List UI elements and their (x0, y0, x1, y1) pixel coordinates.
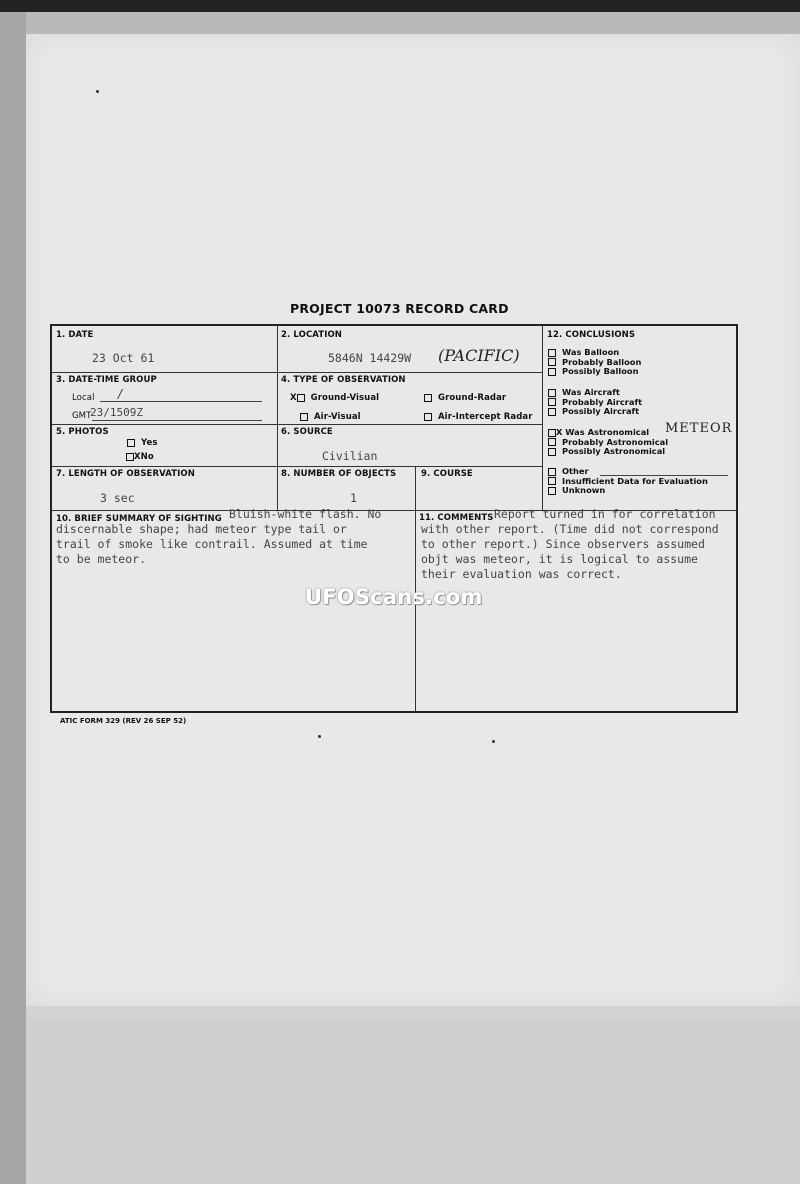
option-text: Air-Intercept Radar (438, 412, 533, 422)
conclusion-text: Was Astronomical (565, 427, 650, 437)
summary-line: discernable shape; had meteor type tail or (56, 522, 347, 536)
summary-text (56, 522, 368, 567)
checkbox (297, 394, 305, 402)
checkbox-mark: X (134, 452, 141, 462)
date-label: 1. DATE (56, 330, 94, 340)
gmt-line (92, 420, 262, 421)
checkbox (548, 368, 556, 376)
scan-top-edge (0, 0, 800, 12)
obs-ground-visual (290, 393, 379, 403)
checkbox (424, 413, 432, 421)
checkbox (548, 358, 556, 366)
location-value: 5846N 14429W (328, 351, 412, 365)
conclusion-text: Possibly Astronomical (562, 446, 666, 456)
comments-line: their evaluation was correct. (421, 567, 622, 581)
option-text: Air-Visual (314, 412, 361, 422)
photos-yes (127, 438, 158, 448)
date-value: 23 Oct 61 (92, 351, 155, 365)
photos-label: 5. PHOTOS (56, 427, 109, 437)
type-of-observation-label: 4. TYPE OF OBSERVATION (281, 375, 406, 385)
number-of-objects-label: 8. NUMBER OF OBJECTS (281, 469, 397, 479)
conclusion-text: Probably Balloon (562, 356, 642, 367)
conclusions-balloon (548, 348, 641, 377)
conclusion-text: Possibly Balloon (562, 366, 639, 376)
length-value: 3 sec (100, 491, 135, 505)
checkbox-mark: X (290, 393, 297, 403)
card-title: PROJECT 10073 RECORD CARD (290, 301, 509, 316)
checkbox (548, 477, 556, 485)
length-label: 7. LENGTH OF OBSERVATION (56, 469, 195, 479)
checkbox (548, 349, 556, 357)
date-time-group-label: 3. DATE-TIME GROUP (56, 375, 157, 385)
conclusions-aircraft (548, 388, 642, 417)
form-footer: ATIC FORM 329 (REV 26 SEP 52) (60, 717, 187, 725)
checkbox-mark: X (556, 427, 563, 437)
number-of-objects-value: 1 (350, 491, 357, 505)
checkbox (127, 439, 135, 447)
comments-line: objt was meteor, it is logical to assume (421, 552, 698, 566)
option-text: Ground-Visual (310, 393, 380, 403)
gmt-label: GMT (72, 411, 92, 421)
local-label: Local (72, 393, 95, 403)
checkbox (548, 398, 556, 406)
conclusion-text: Other (562, 466, 589, 476)
conclusion-text: Insufficient Data for Evaluation (562, 475, 708, 486)
conclusions-label: 12. CONCLUSIONS (547, 330, 636, 340)
location-handwritten: (PACIFIC) (438, 346, 520, 365)
comments-first-line: Report turned in for correlation (494, 507, 716, 521)
conclusion-text: Possibly Aircraft (562, 406, 640, 416)
obs-air-visual (300, 412, 361, 422)
conclusion-item (548, 407, 642, 417)
conclusion-text: Probably Aircraft (562, 396, 643, 407)
checkbox (548, 438, 556, 446)
divider (542, 326, 543, 510)
summary-line: to be meteor. (56, 552, 147, 566)
checkbox (548, 468, 556, 476)
checkbox (548, 487, 556, 495)
summary-first-line: Bluish-white flash. No (229, 507, 382, 521)
photos-no (126, 452, 154, 462)
option-text: Yes (141, 438, 158, 448)
speck (96, 90, 99, 93)
comments-line: to other report.) Since observers assumed (421, 537, 705, 551)
comments-line: with other report. (Time did not correspond (421, 522, 719, 536)
conclusions-other (548, 467, 708, 496)
checkbox (300, 413, 308, 421)
checkbox (548, 389, 556, 397)
checkbox (126, 453, 134, 461)
option-text: No (140, 452, 154, 462)
comments-label: 11. COMMENTS (419, 513, 494, 523)
divider (52, 466, 542, 467)
speck (318, 735, 321, 738)
checkbox (548, 448, 556, 456)
conclusion-item (548, 486, 708, 496)
scan-left-edge (0, 12, 26, 1184)
conclusion-text: Unknown (562, 485, 606, 495)
checkbox (548, 429, 556, 437)
divider (277, 466, 278, 510)
gmt-value: 23/1509Z (90, 406, 143, 419)
watermark: UFOScans.com (305, 585, 483, 609)
divider (52, 424, 542, 425)
conclusion-handwritten: METEOR (665, 421, 733, 436)
checkbox (548, 408, 556, 416)
conclusion-item (548, 367, 641, 377)
source-label: 6. SOURCE (281, 427, 333, 437)
location-label: 2. LOCATION (281, 330, 342, 340)
scan-lower-band-inner (26, 1020, 800, 1184)
conclusion-text: Was Aircraft (562, 387, 620, 397)
conclusion-item (548, 447, 668, 457)
speck (492, 740, 495, 743)
summary-line: trail of smoke like contrail. Assumed at time (56, 537, 368, 551)
obs-ground-radar (424, 393, 506, 403)
source-value: Civilian (322, 449, 378, 463)
course-label: 9. COURSE (421, 469, 473, 479)
comments-text (421, 522, 719, 582)
conclusion-text: Was Balloon (562, 347, 620, 357)
divider (52, 372, 542, 373)
summary-label: 10. BRIEF SUMMARY OF SIGHTING (56, 514, 222, 524)
divider (277, 326, 278, 466)
option-text: Ground-Radar (438, 393, 507, 403)
local-line (100, 401, 262, 402)
local-mark: / (118, 387, 123, 401)
conclusion-text: Probably Astronomical (562, 436, 669, 447)
obs-air-intercept-radar (424, 412, 533, 422)
other-line (600, 475, 728, 476)
checkbox (424, 394, 432, 402)
conclusions-astronomical (548, 428, 668, 457)
